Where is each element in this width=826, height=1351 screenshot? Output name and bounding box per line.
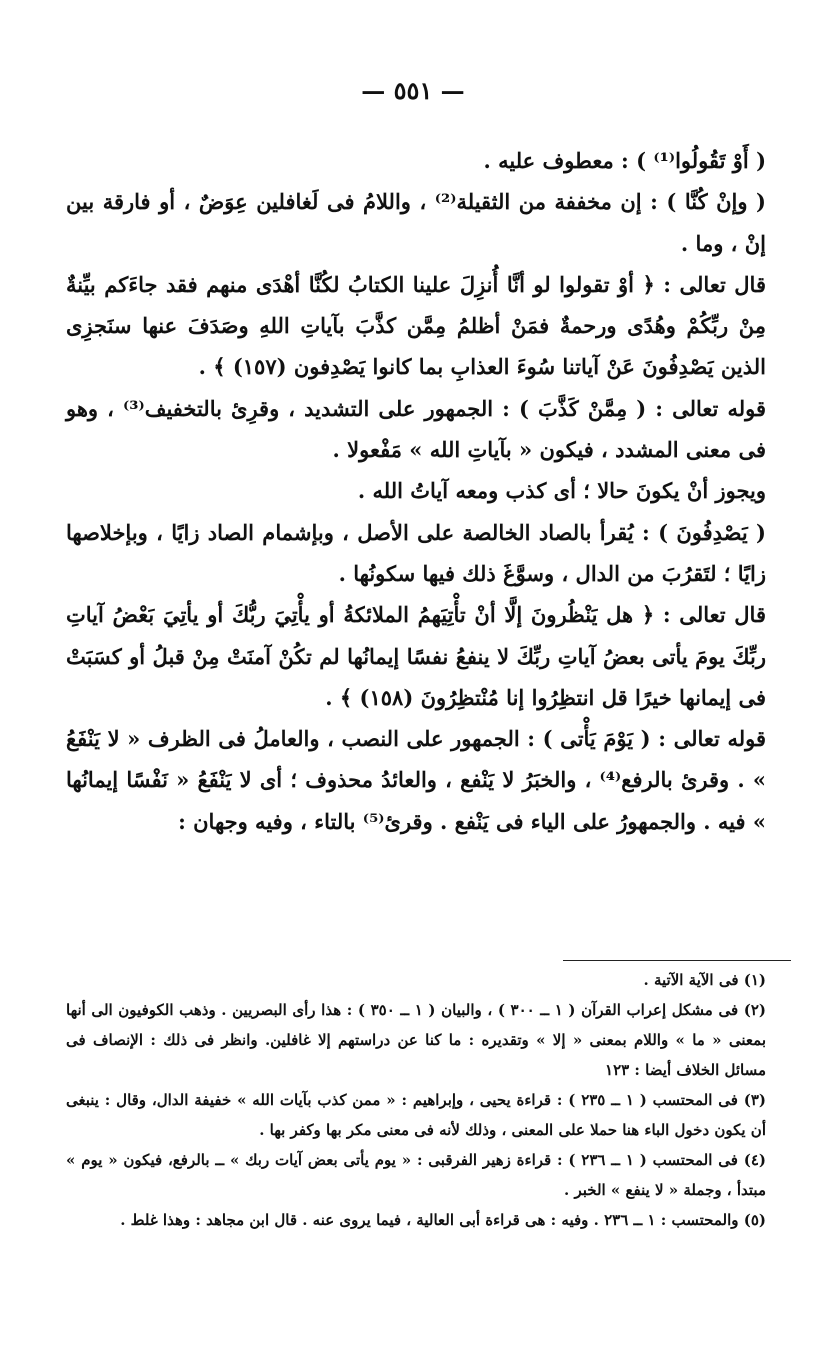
paragraph: قال تعالى : ﴿ أوْ تقولوا لو أنَّا أُنزِلَ علينا الكتابُ لكُنَّا أهْدَى منهم فقد جاءَكم بيِّنةٌ مِنْ ربِّكُمْ وهُدًى ورحمةٌ فمَنْ أظلمُ مِمَّن كذَّبَ بآياتِ اللهِ وصَدَفَ عنها سنَجزِى الذين يَصْدِفُونَ عَنْ آياتنا سُوءَ العذابِ بما كانوا يَصْدِفون (١٥٧) ﴾ . <box>66 271 766 380</box>
page-number: — ٥٥١ — <box>361 76 465 105</box>
footnote: (٢) فى مشكل إعراب القرآن ( ١ ــ ٣٠٠ ) ، والبيان ( ١ ــ ٣٥٠ ) : هذا رأى البصريين . وذهب الكوفيون الى أنها بمعنى « ما » واللام بمعنى « إلا » وتقديره : ما كنا عن دراستهم إلا غافلين. وانظر فى ذلك : الإنصاف فى مسائل الخلاف أيضا : ١٢٣ <box>66 1001 766 1079</box>
footnote: (٣) فى المحتسب ( ١ ــ ٢٣٥ ) : قراءة يحيى ، وإبراهيم : « ممن كذب بآيات الله » خفيفة الدال، وقال : ينبغى أن يكون دخول الباء هنا حملا على المعنى ، وذلك لأنه فى معنى مكر بها وكفر بها . <box>66 1091 766 1139</box>
footnotes <box>66 965 766 1235</box>
paragraph: ويجوز أنْ يكونَ حالا ؛ أى كذب ومعه آياتُ الله . <box>357 478 766 504</box>
footnote-separator <box>563 960 791 961</box>
footnote: (٥) والمحتسب : ١ ــ ٢٣٦ . وفيه : هى قراءة أبى العالية ، فيما يروى عنه . قال ابن مجاهد : وهذا غلط . <box>120 1211 766 1229</box>
main-text <box>66 140 766 842</box>
paragraph: قال تعالى : ﴿ هل يَنْظُرونَ إلَّا أنْ تأْتِيَهمُ الملائكةُ أو يأْتِيَ ربُّكَ أو يأتِيَ بَعْضُ آياتِ ربِّكَ يومَ يأتى بعضُ آياتِ ربِّكَ لا ينفعُ نفسًا إيمانُها لم تكُنْ آمنَتْ مِنْ قبلُ أو كسَبَتْ فى إيمانها خيرًا قل انتظِرُوا إنا مُنْتظِرُونَ (١٥٨) ﴾ . <box>66 602 766 710</box>
paragraph: قوله تعالى : ( مِمَّنْ كَذَّبَ ) : الجمهور على التشديد ، وقرِئ بالتخفيف⁽³⁾ ، وهو فى معنى المشدد ، فيكون « بآياتِ الله » مَفْعولا . <box>66 395 767 463</box>
footnote: (٤) فى المحتسب ( ١ ــ ٢٣٦ ) : قراءة زهير الفرقبى : « يوم يأتى بعض آيات ربك » ــ بالرفع، فيكون « يوم » مبتدأ ، وجملة « لا ينفع » الخبر . <box>66 1151 766 1199</box>
paragraph: ( وإنْ كُنَّا ) : إن مخففة من الثقيلة⁽²⁾ ، واللامُ فى لَغافلين عِوَضٌ ، أو فارقة بين إنْ ، وما . <box>66 189 766 256</box>
paragraph: ( أَوْ تَقُولُوا⁽¹⁾ ) : معطوف عليه . <box>483 148 766 173</box>
paragraph: قوله تعالى : ( يَوْمَ يَأْتى ) : الجمهور على النصب ، والعاملُ فى الظرف « لا يَنْفَعُ » . وقرئ بالرفع⁽⁴⁾ ، والخبَرُ لا يَنْفع ، والعائدُ محذوف ؛ أى لا يَنْفَعُ « نَفْسًا إيمانُها » فيه . والجمهورُ على الياء فى يَنْفع . وقرئ⁽⁵⁾ بالتاء ، وفيه وجهان : <box>66 726 766 834</box>
footnote: (١) فى الآية الآتية . <box>643 971 766 989</box>
paragraph: ( يَصْدِفُونَ ) : يُقرأ بالصاد الخالصة على الأصل ، وبإشمام الصاد زايًا ، وبإخلاصها زايًا ؛ لتَقرُبَ من الدال ، وسوَّغَ ذلك فيها سكونُها . <box>66 519 766 586</box>
